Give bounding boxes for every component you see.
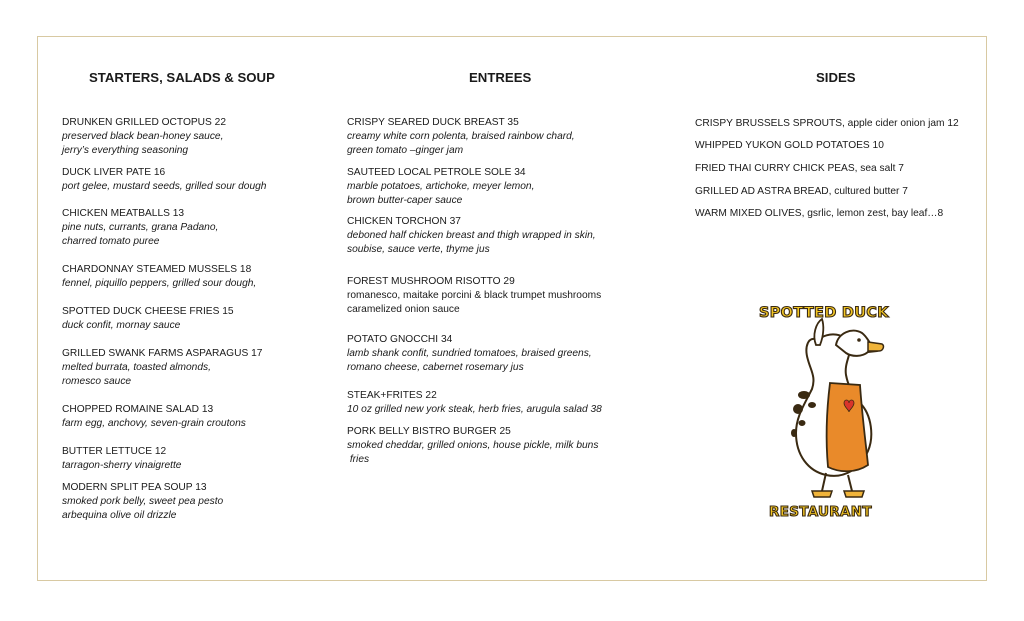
menu-item	[347, 116, 575, 158]
duck-spot	[793, 404, 803, 414]
duck-spot	[799, 420, 806, 426]
duck-eye	[857, 338, 861, 342]
item-name: CHICKEN MEATBALLS 13	[62, 208, 185, 219]
item-name: DRUNKEN GRILLED OCTOPUS 22	[62, 117, 226, 128]
item-desc: lamb shank confit, sundried tomatoes, braised greens,	[347, 348, 592, 359]
menu-item	[347, 425, 598, 467]
duck-wing	[814, 319, 823, 345]
item-name: BUTTER LETTUCE 12	[62, 446, 167, 457]
menu-item	[62, 445, 181, 473]
side-item: CRISPY BRUSSELS SPROUTS, apple cider onion jam 12	[695, 118, 959, 129]
item-desc: brown butter-caper sauce	[347, 195, 463, 206]
duck-spot	[791, 429, 797, 437]
item-desc: deboned half chicken breast and thigh wrapped in skin,	[347, 230, 596, 241]
item-desc: port gelee, mustard seeds, grilled sour dough	[62, 181, 267, 192]
item-desc: marble potatoes, artichoke, meyer lemon,	[347, 181, 535, 192]
item-name: CHARDONNAY STEAMED MUSSELS 18	[62, 264, 252, 275]
duck-spot	[808, 402, 816, 408]
item-desc: fennel, piquillo peppers, grilled sour dough,	[62, 278, 257, 289]
menu-item	[347, 333, 592, 375]
menu-item	[62, 481, 223, 523]
menu-item	[62, 207, 218, 249]
item-desc: duck confit, mornay sauce	[62, 320, 181, 331]
duck-illustration	[756, 305, 906, 527]
item-desc: romano cheese, cabernet rosemary jus	[347, 362, 524, 373]
menu-item	[62, 263, 256, 291]
item-desc: 10 oz grilled new york steak, herb fries, arugula salad 38	[347, 404, 602, 415]
item-desc: charred tomato puree	[62, 236, 160, 247]
item-desc: fries	[347, 454, 370, 465]
item-desc: smoked pork belly, sweet pea pesto	[62, 496, 224, 507]
item-desc: romesco sauce	[62, 376, 132, 387]
side-item: FRIED THAI CURRY CHICK PEAS, sea salt 7	[695, 163, 904, 174]
menu-item	[347, 389, 602, 417]
duck-beak	[868, 342, 883, 351]
entrees-title: ENTREES	[469, 70, 532, 85]
menu-item	[62, 166, 266, 194]
item-name: SPOTTED DUCK CHEESE FRIES 15	[62, 306, 234, 317]
menu-item	[62, 116, 226, 158]
menu-item	[347, 215, 596, 257]
item-name: POTATO GNOCCHI 34	[347, 334, 453, 345]
item-name: CRISPY SEARED DUCK BREAST 35	[347, 117, 519, 128]
item-name: CHOPPED ROMAINE SALAD 13	[62, 404, 214, 415]
item-desc: arbequina olive oil drizzle	[62, 510, 177, 521]
item-desc: caramelized onion sauce	[347, 304, 460, 315]
item-desc: pine nuts, currants, grana Padano,	[62, 222, 219, 233]
item-name: MODERN SPLIT PEA SOUP 13	[62, 482, 207, 493]
item-name: GRILLED SWANK FARMS ASPARAGUS 17	[62, 348, 263, 359]
duck-apron	[827, 383, 868, 471]
item-desc: green tomato –ginger jam	[347, 145, 464, 156]
menu-item	[62, 403, 246, 431]
duck-foot	[812, 491, 832, 497]
logo-bottom-text: RESTAURANT	[769, 504, 872, 520]
duck-spot	[798, 391, 810, 399]
starters-title: STARTERS, SALADS & SOUP	[89, 70, 275, 85]
item-desc: farm egg, anchovy, seven-grain croutons	[62, 418, 246, 429]
sides-title: SIDES	[816, 70, 856, 85]
item-desc: smoked cheddar, grilled onions, house pickle, milk buns	[347, 440, 599, 451]
item-desc: soubise, sauce verte, thyme jus	[347, 244, 490, 255]
item-desc: tarragon-sherry vinaigrette	[62, 460, 182, 471]
menu-item	[62, 347, 262, 389]
item-desc: creamy white corn polenta, braised rainbow chard,	[347, 131, 575, 142]
logo-top-text: SPOTTED DUCK	[759, 305, 889, 321]
item-name: DUCK LIVER PATE 16	[62, 167, 166, 178]
item-desc: preserved black bean-honey sauce,	[62, 131, 224, 142]
side-item: WHIPPED YUKON GOLD POTATOES 10	[695, 140, 884, 151]
item-name: STEAK+FRITES 22	[347, 390, 437, 401]
side-item: GRILLED AD ASTRA BREAD, cultured butter 7	[695, 186, 908, 197]
menu-item	[62, 305, 234, 333]
menu-item	[347, 166, 534, 208]
item-desc: romanesco, maitake porcini & black trumpet mushrooms	[347, 290, 602, 301]
restaurant-logo	[756, 305, 906, 527]
item-desc: jerry’s everything seasoning	[62, 145, 189, 156]
item-name: PORK BELLY BISTRO BURGER 25	[347, 426, 511, 437]
menu-item	[347, 275, 601, 317]
item-name: FOREST MUSHROOM RISOTTO 29	[347, 276, 515, 287]
item-desc: melted burrata, toasted almonds,	[62, 362, 211, 373]
side-item: WARM MIXED OLIVES, gsrlic, lemon zest, bay leaf…8	[695, 208, 944, 219]
duck-foot	[844, 491, 864, 497]
item-name: CHICKEN TORCHON 37	[347, 216, 461, 227]
item-name: SAUTEED LOCAL PETROLE SOLE 34	[347, 167, 526, 178]
